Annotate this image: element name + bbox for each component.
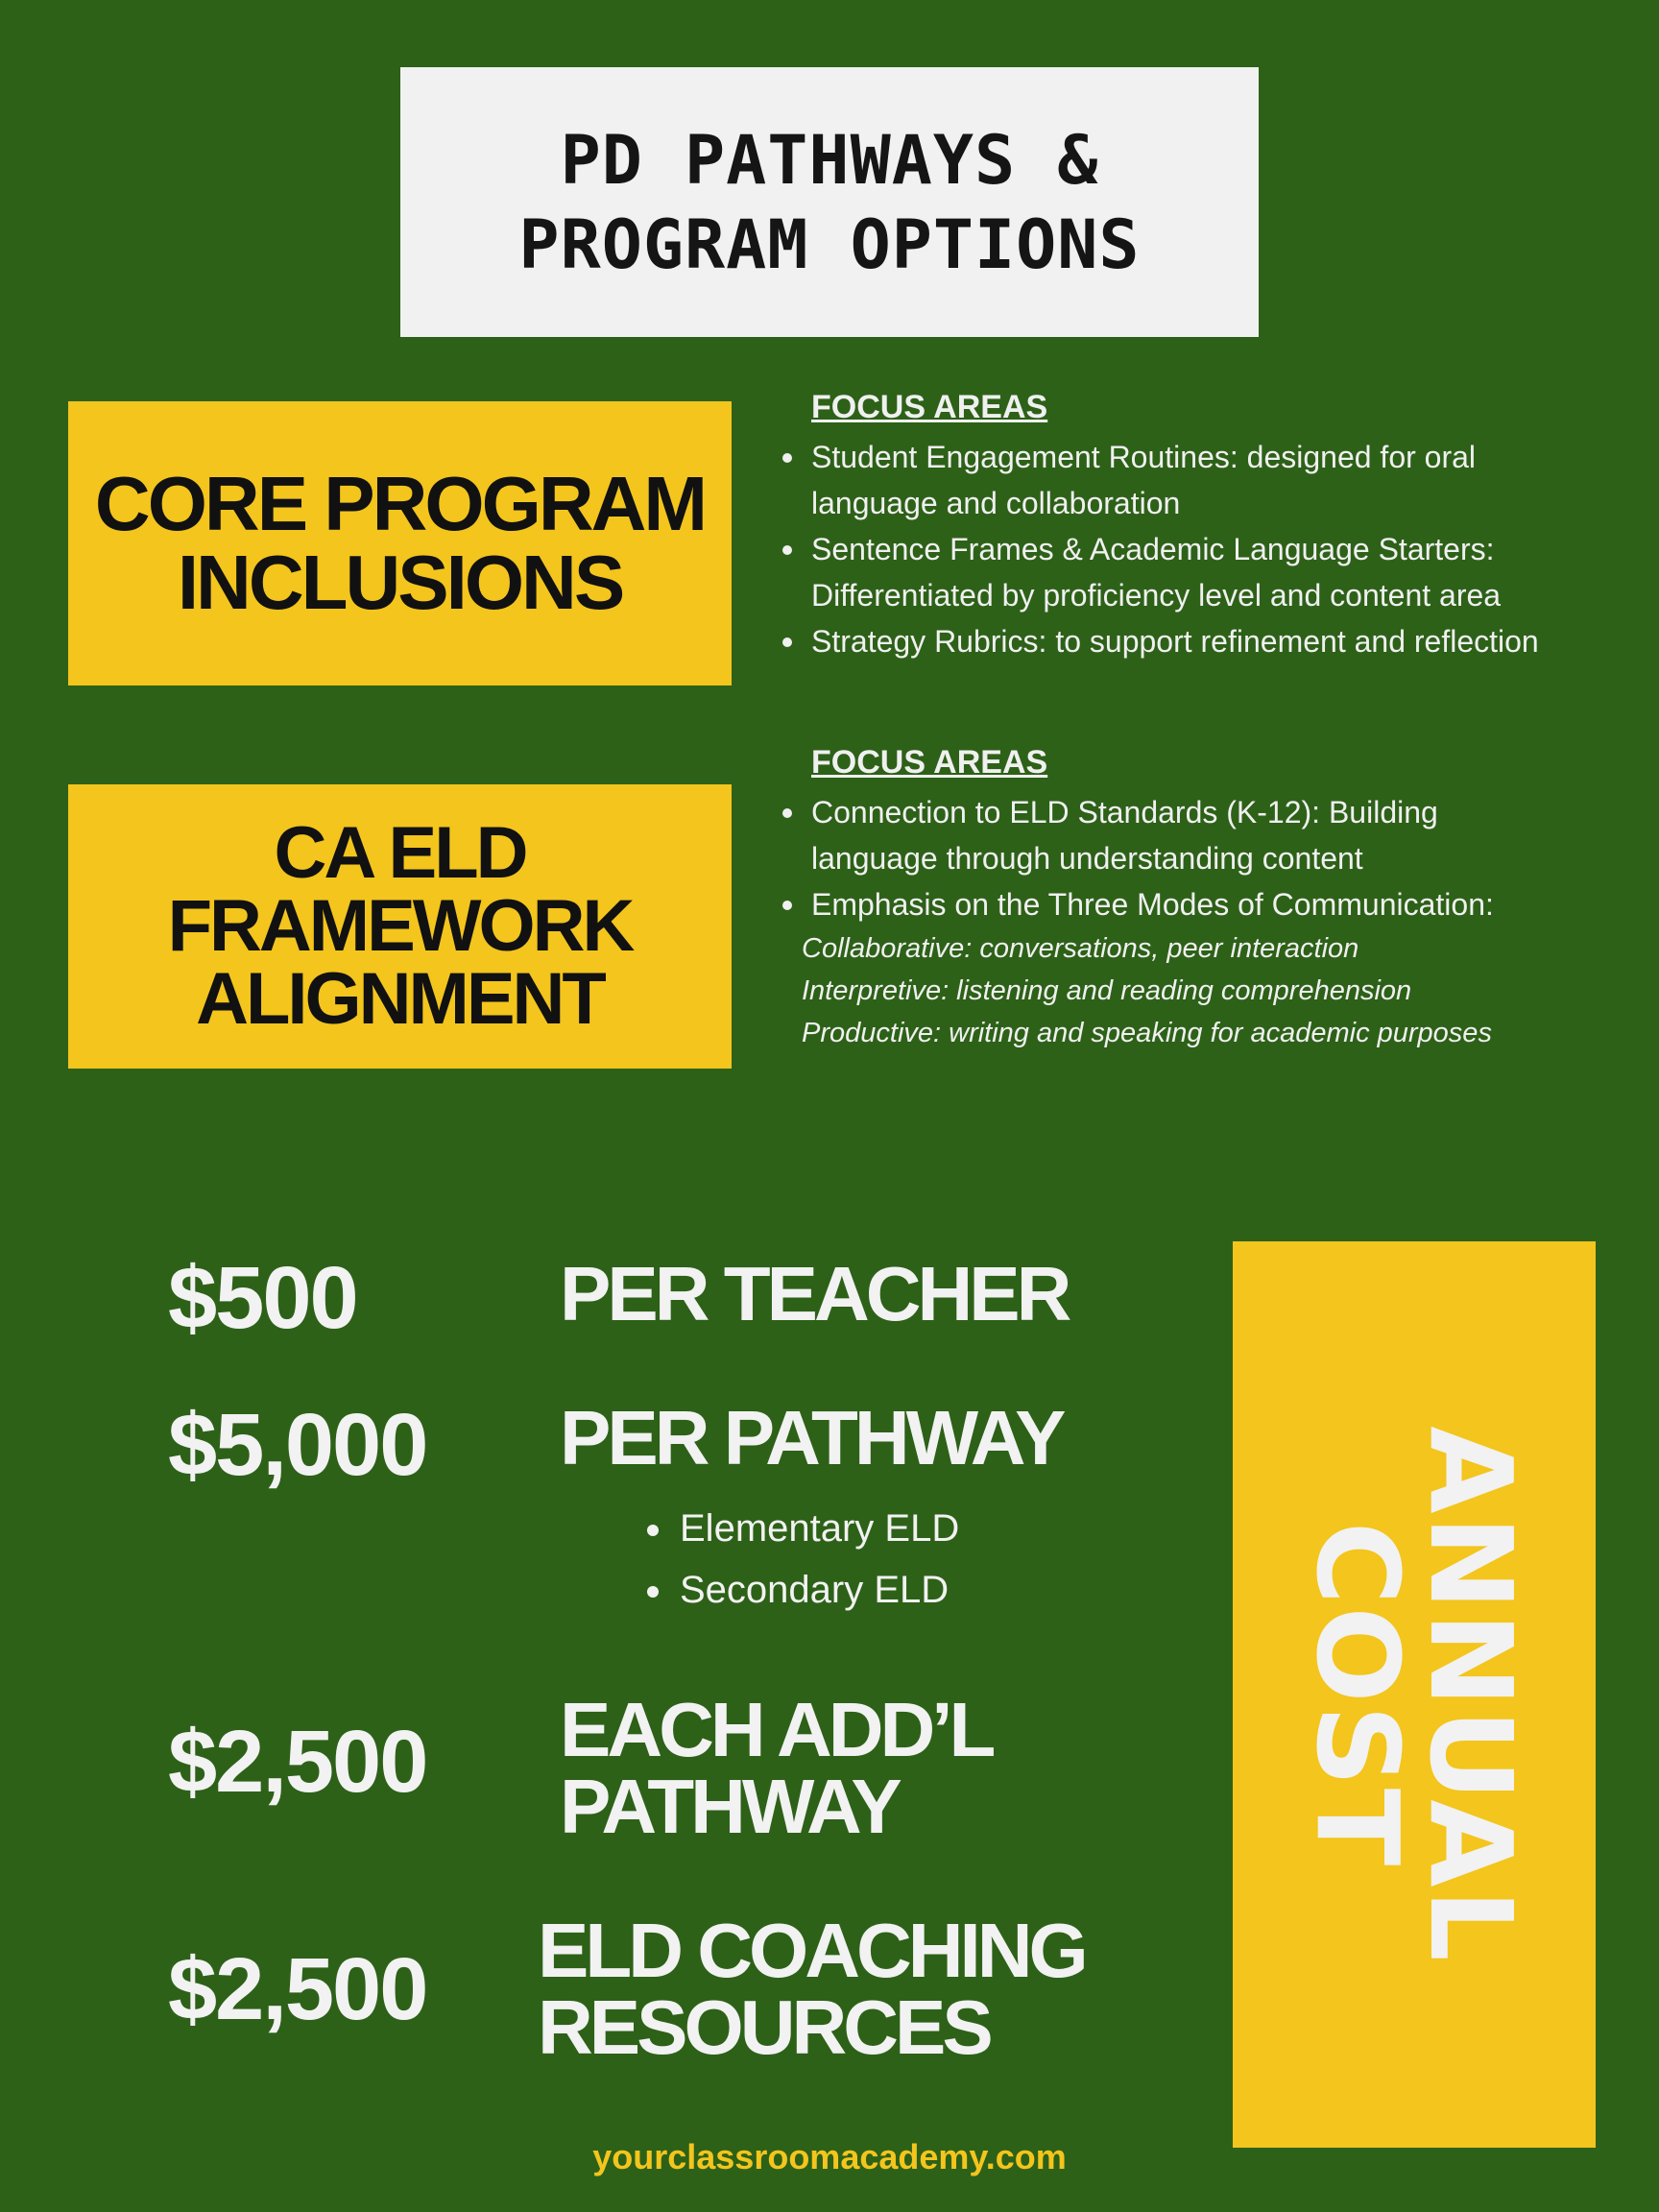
- page-title-line-1: PD PATHWAYS &: [560, 120, 1099, 200]
- mode-productive: Productive: writing and speaking for academic purposes: [802, 1018, 1492, 1048]
- label-line: RESOURCES: [538, 1984, 990, 2070]
- label-additional-pathway: [560, 1687, 993, 1849]
- item-line: language and collaboration: [811, 486, 1181, 520]
- annual-cost-banner: [1233, 1241, 1596, 2148]
- label-line: PER PATHWAY: [560, 1395, 1063, 1480]
- core-program-box: [68, 401, 732, 685]
- list-item: [782, 789, 1627, 881]
- eld-box-line-2: FRAMEWORK: [167, 885, 633, 967]
- price-coaching-resources: $2,500: [168, 1940, 427, 2038]
- footer-website-link[interactable]: yourclassroomacademy.com: [592, 2137, 1067, 2176]
- core-box-line-1: CORE PROGRAM: [94, 461, 706, 546]
- communication-modes: [802, 927, 1627, 1054]
- eld-framework-box: [68, 784, 732, 1069]
- annual-line: ANNUAL: [1405, 1426, 1537, 1963]
- core-focus-areas: [782, 386, 1627, 664]
- pathway-item: Secondary ELD: [643, 1559, 959, 1621]
- focus-heading: FOCUS AREAS: [811, 389, 1048, 425]
- eld-focus-areas: [782, 741, 1627, 1054]
- eld-box-line-1: CA ELD: [274, 812, 526, 894]
- label-per-teacher: [560, 1251, 1069, 1336]
- eld-focus-list: [782, 789, 1627, 927]
- price-per-pathway: $5,000: [168, 1396, 427, 1494]
- price-per-teacher: $500: [168, 1249, 357, 1347]
- label-per-pathway: [560, 1395, 1063, 1480]
- annual-cost-text: [1291, 1426, 1537, 1963]
- item-line: Student Engagement Routines: designed for oral: [811, 440, 1477, 474]
- item-line: Differentiated by proficiency level and content area: [811, 578, 1502, 613]
- mode-interpretive: Interpretive: listening and reading comprehension: [802, 975, 1412, 1006]
- item-line: Emphasis on the Three Modes of Communication:: [811, 887, 1494, 922]
- label-line: PER TEACHER: [560, 1251, 1069, 1336]
- label-line: EACH ADD’L: [560, 1687, 993, 1772]
- list-item: [782, 881, 1627, 927]
- label-line: ELD COACHING: [538, 1908, 1085, 1993]
- list-item: [782, 618, 1627, 664]
- pathway-list: [643, 1498, 959, 1621]
- list-item: [782, 526, 1627, 618]
- item-line: Strategy Rubrics: to support refinement and reflection: [811, 624, 1539, 659]
- item-line: Sentence Frames & Academic Language Starters:: [811, 532, 1495, 566]
- label-line: PATHWAY: [560, 1764, 899, 1849]
- core-box-line-2: INCLUSIONS: [177, 540, 623, 625]
- cost-line: COST: [1291, 1521, 1424, 1868]
- page-title-line-2: PROGRAM OPTIONS: [518, 204, 1141, 284]
- pathway-item: Elementary ELD: [643, 1498, 959, 1559]
- core-focus-list: [782, 434, 1627, 664]
- eld-box-line-3: ALIGNMENT: [196, 958, 604, 1040]
- title-banner: [400, 67, 1259, 337]
- mode-collaborative: Collaborative: conversations, peer interaction: [802, 933, 1359, 964]
- item-line: language through understanding content: [811, 841, 1363, 876]
- label-coaching-resources: [538, 1908, 1085, 2070]
- focus-heading: FOCUS AREAS: [811, 744, 1048, 781]
- item-line: Connection to ELD Standards (K-12): Building: [811, 795, 1438, 830]
- price-additional-pathway: $2,500: [168, 1713, 427, 1811]
- list-item: [782, 434, 1627, 526]
